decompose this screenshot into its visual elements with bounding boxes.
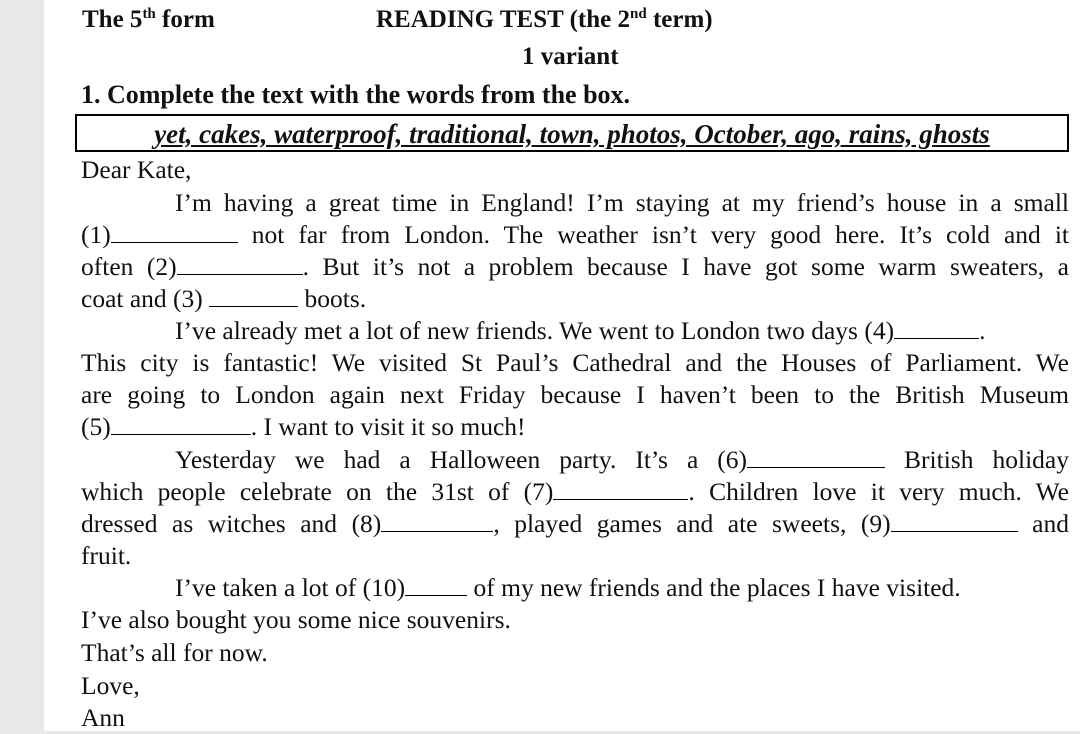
paragraph-3-line-2 xyxy=(81,476,1069,508)
line-text: (5) xyxy=(81,412,111,441)
line-text: not far from London. The weather isn’t very good here. It’s cold and it xyxy=(237,220,1069,249)
word-box: yet, cakes, waterproof, traditional, town, photos, October, ago, rains, ghosts xyxy=(75,114,1069,152)
form-label-superscript: th xyxy=(142,6,156,22)
line-text: boots. xyxy=(298,284,367,313)
paragraph-1-line-2 xyxy=(81,219,1069,251)
line-text: . xyxy=(979,316,986,345)
blank-7[interactable] xyxy=(553,477,688,500)
letter-greeting: Dear Kate, xyxy=(81,155,192,184)
form-label-suffix: form xyxy=(155,6,215,33)
line-text: and xyxy=(1017,509,1069,538)
paragraph-2-line-4 xyxy=(81,411,1069,443)
blank-2[interactable] xyxy=(177,252,303,275)
test-title-suffix: term) xyxy=(646,6,713,33)
variant-label: 1 variant xyxy=(522,43,619,70)
blank-8[interactable] xyxy=(381,509,493,532)
line-text: of my new friends and the places I have visited. xyxy=(467,573,961,602)
blank-10[interactable] xyxy=(405,573,467,596)
paragraph-1-line-3 xyxy=(81,251,1069,283)
letter-sign-off: Love, xyxy=(81,671,140,700)
paragraph-1-line-1: I’m having a great time in England! I’m staying at my friend’s house in a small xyxy=(175,188,1069,217)
line-text: coat and (3) xyxy=(81,284,210,313)
paragraph-3-line-3 xyxy=(81,508,1069,540)
line-text: . I want to visit it so much! xyxy=(250,412,526,441)
paragraph-4-line-2: I’ve also bought you some nice souvenirs. xyxy=(81,605,511,634)
paragraph-3-line-4: fruit. xyxy=(81,541,132,570)
line-text: , played games and ate sweets, (9) xyxy=(493,509,891,538)
test-title xyxy=(376,4,713,36)
paragraph-2-line-1 xyxy=(81,315,1069,347)
blank-6[interactable] xyxy=(747,445,885,468)
line-text: British holiday xyxy=(885,445,1069,474)
paragraph-2-line-3: are going to London again next Friday because I haven’t been to the British Museum xyxy=(81,380,1069,409)
line-text: (1) xyxy=(81,220,111,249)
line-text: Yesterday we had a Halloween party. It’s a (6) xyxy=(175,445,748,474)
line-text: which people celebrate on the 31st of (7) xyxy=(81,477,554,506)
paragraph-1-line-4 xyxy=(81,283,1069,315)
test-title-superscript: nd xyxy=(630,6,647,22)
paragraph-2-line-2: This city is fantastic! We visited St Paul’s Cathedral and the Houses of Parliament. We xyxy=(81,348,1069,377)
letter-closing: That’s all for now. xyxy=(81,638,268,667)
blank-1[interactable] xyxy=(111,220,238,243)
line-text: often (2) xyxy=(81,252,177,281)
blank-4[interactable] xyxy=(894,316,979,339)
blank-3[interactable] xyxy=(209,284,298,307)
paragraph-4-line-1 xyxy=(81,572,1069,604)
line-text: I’ve taken a lot of (10) xyxy=(175,573,406,602)
line-text: I’ve already met a lot of new friends. We went to London two days (4) xyxy=(175,316,895,345)
line-text: . But it’s not a problem because I have got some warm sweaters, a xyxy=(302,252,1069,281)
worksheet-page xyxy=(44,0,1080,731)
line-text: dressed as witches and (8) xyxy=(81,509,382,538)
blank-5[interactable] xyxy=(111,412,251,435)
form-label-text: The 5 xyxy=(82,6,143,33)
line-text: . Children love it very much. We xyxy=(688,477,1069,506)
test-title-text: READING TEST (the 2 xyxy=(376,6,630,33)
letter-signature: Ann xyxy=(81,703,125,732)
form-label xyxy=(82,4,215,36)
blank-9[interactable] xyxy=(891,509,1018,532)
task-instruction: 1. Complete the text with the words from the box. xyxy=(81,80,631,109)
paragraph-3-line-1 xyxy=(81,444,1069,476)
